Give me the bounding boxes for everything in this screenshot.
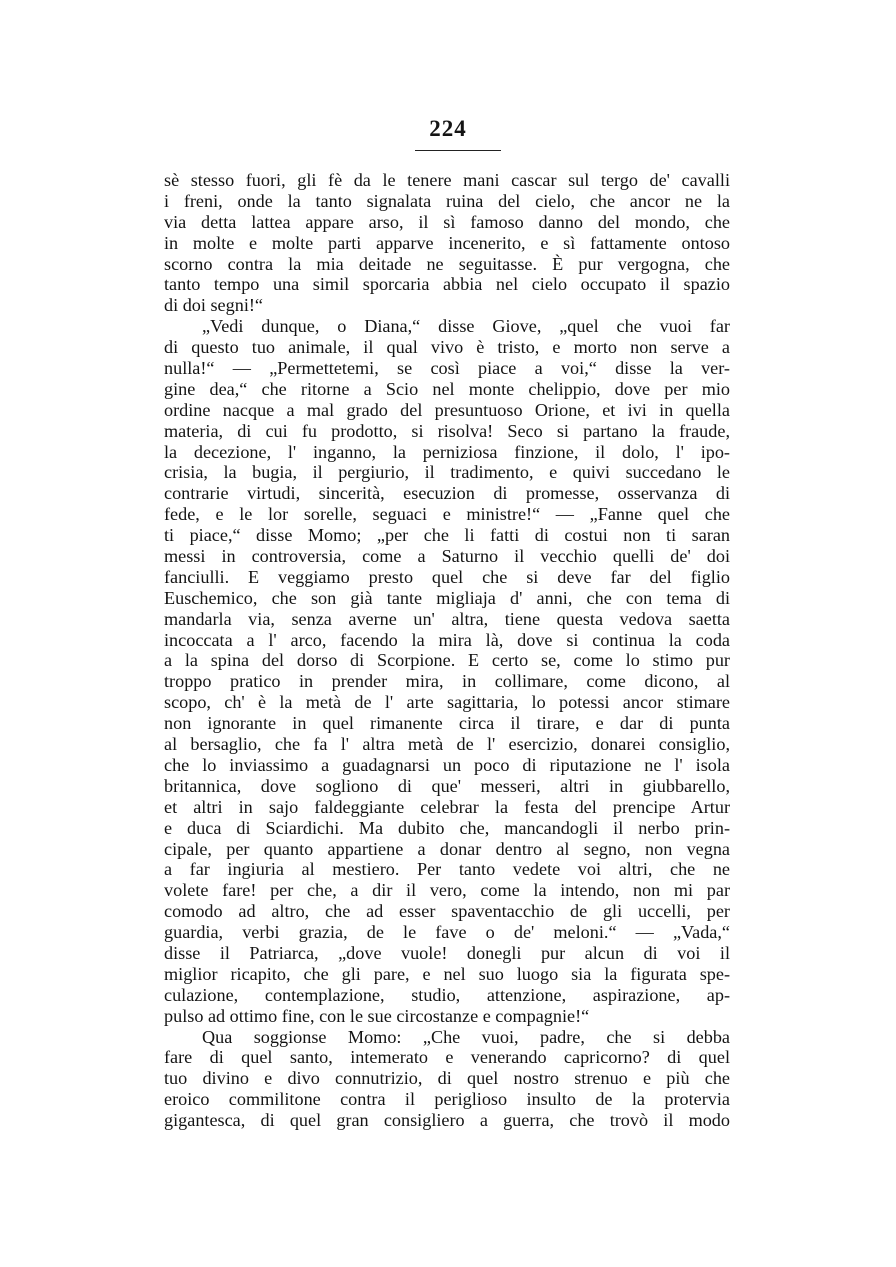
text-line: „Vedi dunque, o Diana,“ disse Giove, „quel che vuoi far	[202, 316, 730, 337]
text-line: di questo tuo animale, il qual vivo è tristo, e morto non serve a	[164, 337, 730, 358]
text-line: di doi segni!“	[164, 295, 264, 316]
text-line: cipale, per quanto appartiene a donar dentro al segno, non vegna	[164, 838, 730, 859]
text-line: tanto tempo una simil sporcaria abbia nel cielo occupato il spazio	[164, 274, 730, 295]
text-line: gigantesca, di quel gran consigliero a guerra, che trovò il modo	[164, 1110, 730, 1131]
text-line: nulla!“ — „Permettetemi, se così piace a voi,“ disse la ver-	[164, 358, 730, 379]
text-line: a la spina del dorso di Scorpione. E certo se, come lo stimo pur	[164, 650, 730, 671]
header-rule	[415, 150, 501, 151]
text-line: mandarla via, senza averne un' altra, tiene questa vedova saetta	[164, 608, 730, 629]
text-line: disse il Patriarca, „dove vuole! donegli pur alcun di voi il	[164, 942, 730, 963]
text-line: tuo divino e divo connutrizio, di quel nostro strenuo e più che	[164, 1068, 730, 1089]
text-line: materia, di cui fu prodotto, si risolva! Seco si partano la fraude,	[164, 420, 730, 441]
text-line: in molte e molte parti apparve incenerito, e sì fattamente ontoso	[164, 232, 730, 253]
text-line: eroico commilitone contra il periglioso insulto de la protervia	[164, 1089, 730, 1110]
text-line: scopo, ch' è la metà de l' arte sagittaria, lo potessi ancor stimare	[164, 692, 730, 713]
text-line: via detta lattea appare arso, il sì famoso danno del mondo, che	[164, 211, 730, 232]
text-line: pulso ad ottimo fine, con le sue circostanze e compagnie!“	[164, 1005, 590, 1026]
text-line: contrarie virtudi, sincerità, esecuzion di promesse, osservanza di	[164, 483, 730, 504]
text-line: fanciulli. E veggiamo presto quel che si deve far del figlio	[164, 566, 730, 587]
text-line: sè stesso fuori, gli fè da le tenere mani cascar sul tergo de' cavalli	[164, 170, 730, 190]
text-line: scorno contra la mia deitade ne seguitasse. È pur vergogna, che	[164, 253, 730, 274]
text-line: ordine nacque a mal grado del presuntuoso Orione, et ivi in quella	[164, 399, 730, 420]
text-line: incoccata a l' arco, facendo la mira là, dove si continua la coda	[164, 629, 730, 650]
text-line: culazione, contemplazione, studio, attenzione, aspirazione, ap-	[164, 984, 730, 1005]
text-line: comodo ad altro, che ad esser spaventacchio de gli uccelli, per	[164, 901, 730, 922]
text-line: fare di quel santo, intemerato e venerando capricorno? di quel	[164, 1047, 730, 1068]
text-line: Euschemico, che son già tante migliaja d' anni, che con tema di	[164, 587, 730, 608]
text-line: crisia, la bugia, il pergiurio, il tradimento, e quivi succedano le	[164, 462, 730, 483]
text-line: i freni, onde la tanto signalata ruina del cielo, che ancor ne la	[164, 190, 730, 211]
text-line: britannica, dove sogliono di que' messeri, altri in giubbarello,	[164, 775, 730, 796]
text-line: fede, e le lor sorelle, seguaci e ministre!“ — „Fanne quel che	[164, 504, 730, 525]
text-line: gine dea,“ che ritorne a Scio nel monte chelippio, dove per mio	[164, 378, 730, 399]
text-line: Qua soggionse Momo: „Che vuoi, padre, che si debba	[202, 1026, 730, 1047]
text-line: messi in controversia, come a Saturno il vecchio quelli de' doi	[164, 546, 730, 567]
text-line: et altri in sajo faldeggiante celebrar la festa del prencipe Artur	[164, 796, 730, 817]
page-number: 224	[429, 116, 467, 141]
text-line: la decezione, l' inganno, la perniziosa finzione, il dolo, l' ipo-	[164, 441, 730, 462]
text-line: ti piace,“ disse Momo; „per che li fatti di costui non ti saran	[164, 525, 730, 546]
text-line: troppo pratico in prender mira, in collimare, come dicono, al	[164, 671, 730, 692]
text-line: che lo inviassimo a guadagnarsi un poco di riputazione ne l' isola	[164, 754, 730, 775]
text-line: volete fare! per che, a dir il vero, come la intendo, non mi par	[164, 880, 730, 901]
body-text	[164, 170, 730, 1131]
text-line: guardia, verbi grazia, de le fave o de' meloni.“ — „Vada,“	[164, 922, 730, 943]
text-line: al bersaglio, che fa l' altra metà de l' esercizio, donarei consiglio,	[164, 734, 730, 755]
text-line: a far ingiuria al mestiero. Per tanto vedete voi altri, che ne	[164, 859, 730, 880]
text-line: miglior ricapito, che gli pare, e nel suo luogo sia la figurata spe-	[164, 963, 730, 984]
text-line: e duca di Sciardichi. Ma dubito che, mancandogli il nerbo prin-	[164, 817, 730, 838]
text-line: non ignorante in quel rimanente circa il tirare, e dar di punta	[164, 713, 730, 734]
